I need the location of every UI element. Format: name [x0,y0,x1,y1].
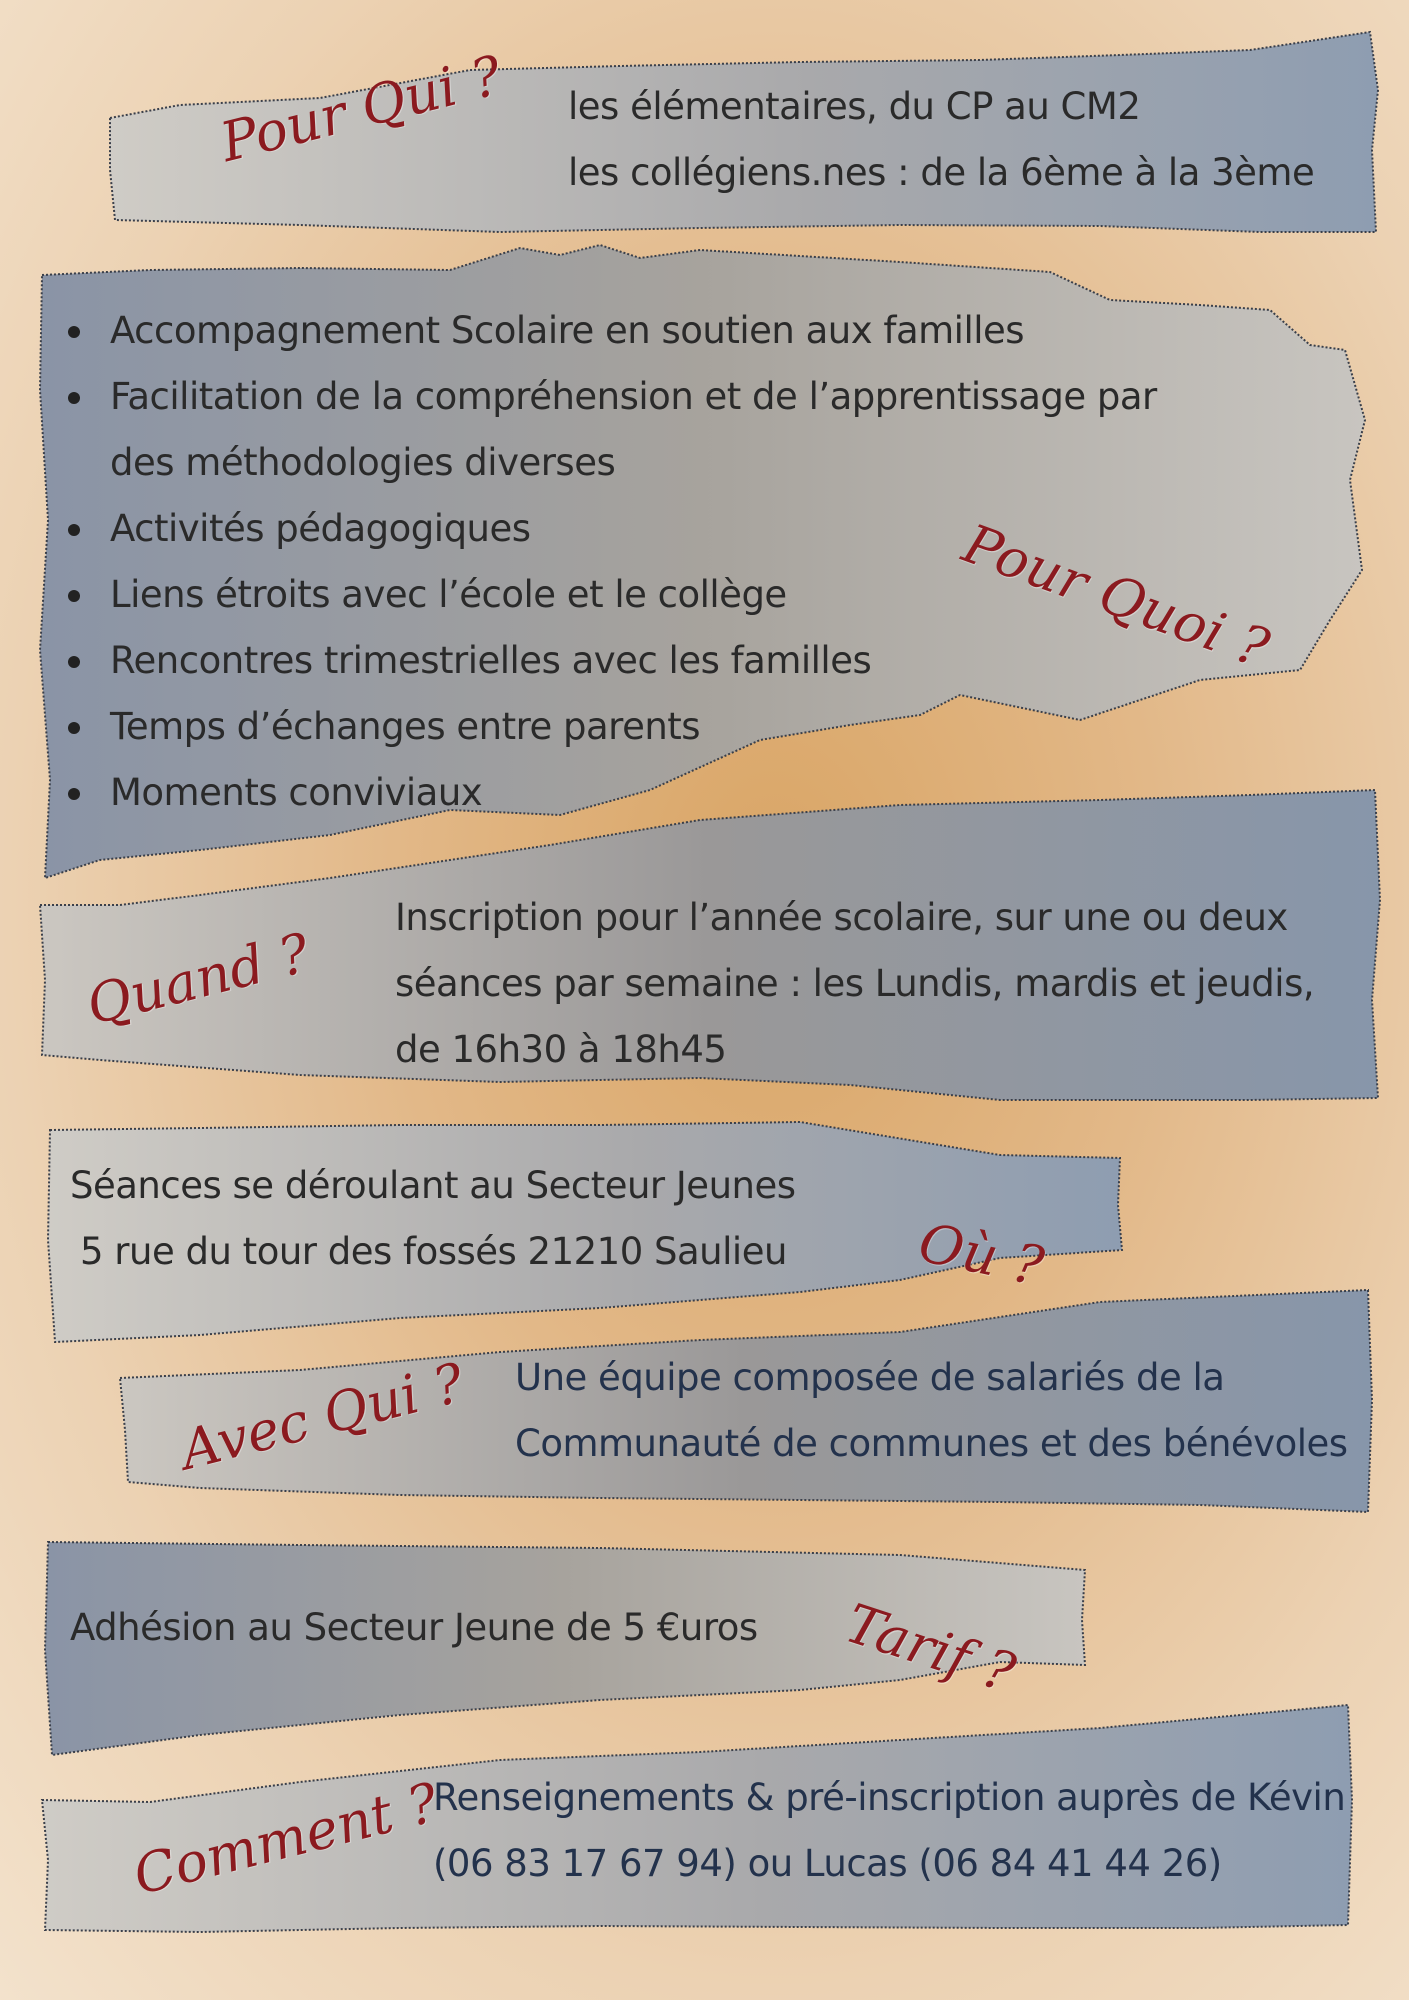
list-item: Liens étroits avec l’école et le collège [60,562,1240,628]
list-item: Moments conviviaux [60,760,1240,826]
list-item: Rencontres trimestrielles avec les familles [60,628,1240,694]
title-tarif: Tarif ? [838,1591,1023,1705]
title-quand: Quand ? [80,921,316,1038]
avec-qui-line-1: Une équipe composée de salariés de la [515,1356,1225,1399]
title-comment: Comment ? [127,1770,445,1908]
list-item: Temps d’échanges entre parents [60,694,1240,760]
list-item: Activités pédagogiques [60,496,1240,562]
ou-line-1: Séances se déroulant au Secteur Jeunes [70,1164,796,1207]
comment-text [433,1765,1345,1897]
quand-text: Inscription pour l’année scolaire, sur une ou deux séances par semaine : les Lundis, mardis et jeudis, de 16h30 à 18h45 [395,896,1315,1071]
pour-qui-line-2: les collégiens.nes : de la 6ème à la 3ème [568,151,1315,194]
avec-qui-line-2: Communauté de communes et des bénévoles [515,1422,1348,1465]
title-avec-qui: Avec Qui ? [174,1350,471,1483]
avec-qui-text [515,1345,1348,1477]
title-ou: Où ? [913,1210,1049,1299]
comment-line-1: Renseignements & pré-inscription auprès de Kévin [433,1776,1346,1819]
pour-qui-line-1: les élémentaires, du CP au CM2 [568,85,1141,128]
ou-line-2: 5 rue du tour des fossés 21210 Saulieu [80,1230,787,1273]
comment-line-2: (06 83 17 67 94) ou Lucas (06 84 41 44 26) [433,1842,1222,1885]
pour-qui-text [568,74,1314,206]
list-item: Accompagnement Scolaire en soutien aux familles [60,298,1240,364]
list-item: Facilitation de la compréhension et de l’apprentissage par des méthodologies diverses [60,364,1210,496]
tarif-text: Adhésion au Secteur Jeune de 5 €uros [70,1606,758,1649]
title-pour-qui: Pour Qui ? [214,43,508,175]
ou-text [70,1153,796,1285]
title-pour-quoi: Pour Quoi ? [955,511,1277,681]
